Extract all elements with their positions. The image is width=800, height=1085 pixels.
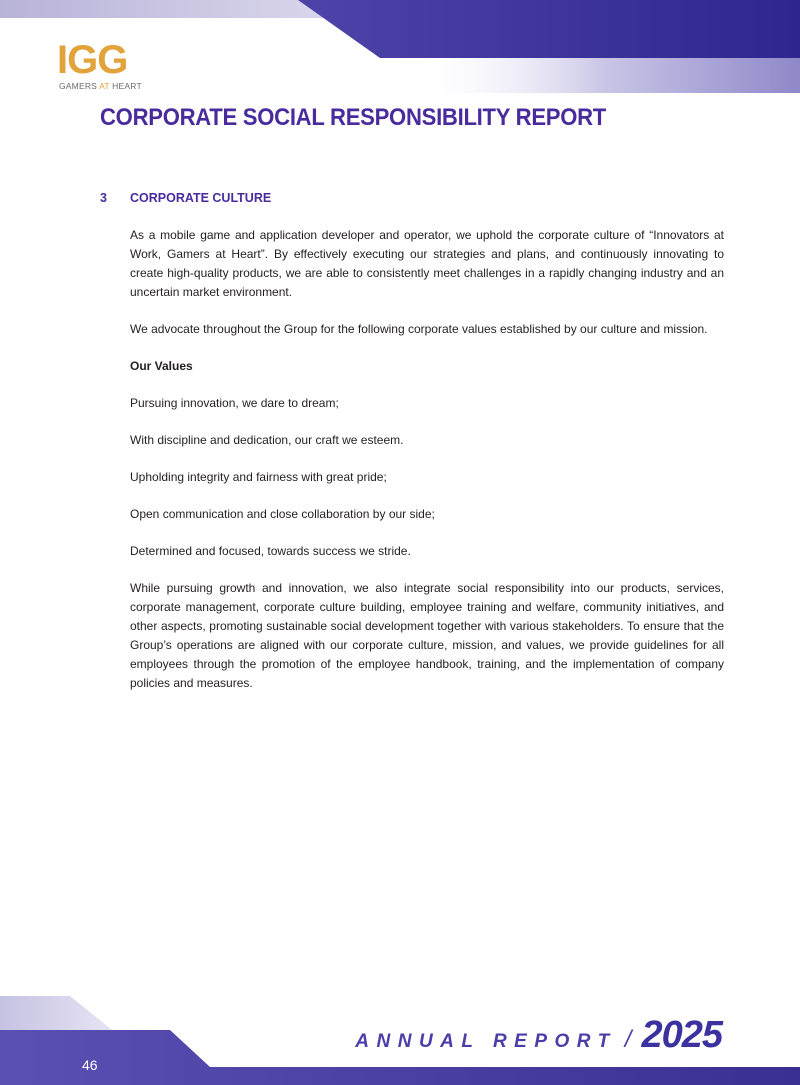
value-line: Pursuing innovation, we dare to dream;: [130, 396, 339, 410]
logo-tagline: GAMERS AT HEART: [59, 81, 142, 91]
annual-report-mark: [355, 1014, 722, 1057]
top-banner-dark: [298, 0, 800, 58]
page-number: 46: [82, 1057, 98, 1073]
advocacy-paragraph: We advocate throughout the Group for the following corporate values established by our culture and mission.: [130, 322, 708, 336]
intro-paragraph: As a mobile game and application developer and operator, we uphold the corporate culture of “Innovators at Work, Gamers at Heart”. By effectively executing our strategies and plans, and continuously innovating to create high-quality products, we are able to consistently meet challenges in a rapidly changing industry and an uncertain market environment.: [130, 228, 724, 299]
report-year: 2025: [641, 1014, 722, 1056]
logo-letters: IGG: [57, 38, 128, 82]
top-banner-light: [0, 0, 330, 18]
annual-report-label: ANNUAL REPORT: [355, 1031, 617, 1052]
values-heading: Our Values: [130, 359, 193, 373]
section-title: CORPORATE CULTURE: [130, 191, 272, 205]
igg-logo: [57, 34, 157, 94]
main-content: [130, 226, 724, 711]
value-line: Open communication and close collaboration by our side;: [130, 507, 435, 521]
value-line: Upholding integrity and fairness with great pride;: [130, 470, 387, 484]
bottom-banner-light: [0, 996, 112, 1030]
section-number: 3: [100, 191, 107, 205]
responsibility-paragraph: While pursuing growth and innovation, we also integrate social responsibility into our products, services, corporate management, corporate culture building, employee training and welfare, community initiatives, and other aspects, promoting sustainable social development together with various stakeholders. To ensure that the Group’s operations are aligned with our corporate culture, mission, and values, we provide guidelines for all employees through the promotion of the employee handbook, training, and the implementation of company policies and measures.: [130, 581, 724, 690]
value-line: Determined and focused, towards success we stride.: [130, 544, 411, 558]
report-slash: /: [624, 1026, 632, 1053]
value-line: With discipline and dedication, our craft we esteem.: [130, 433, 404, 447]
page-title: CORPORATE SOCIAL RESPONSIBILITY REPORT: [100, 104, 606, 131]
top-banner-fade: [410, 58, 800, 93]
